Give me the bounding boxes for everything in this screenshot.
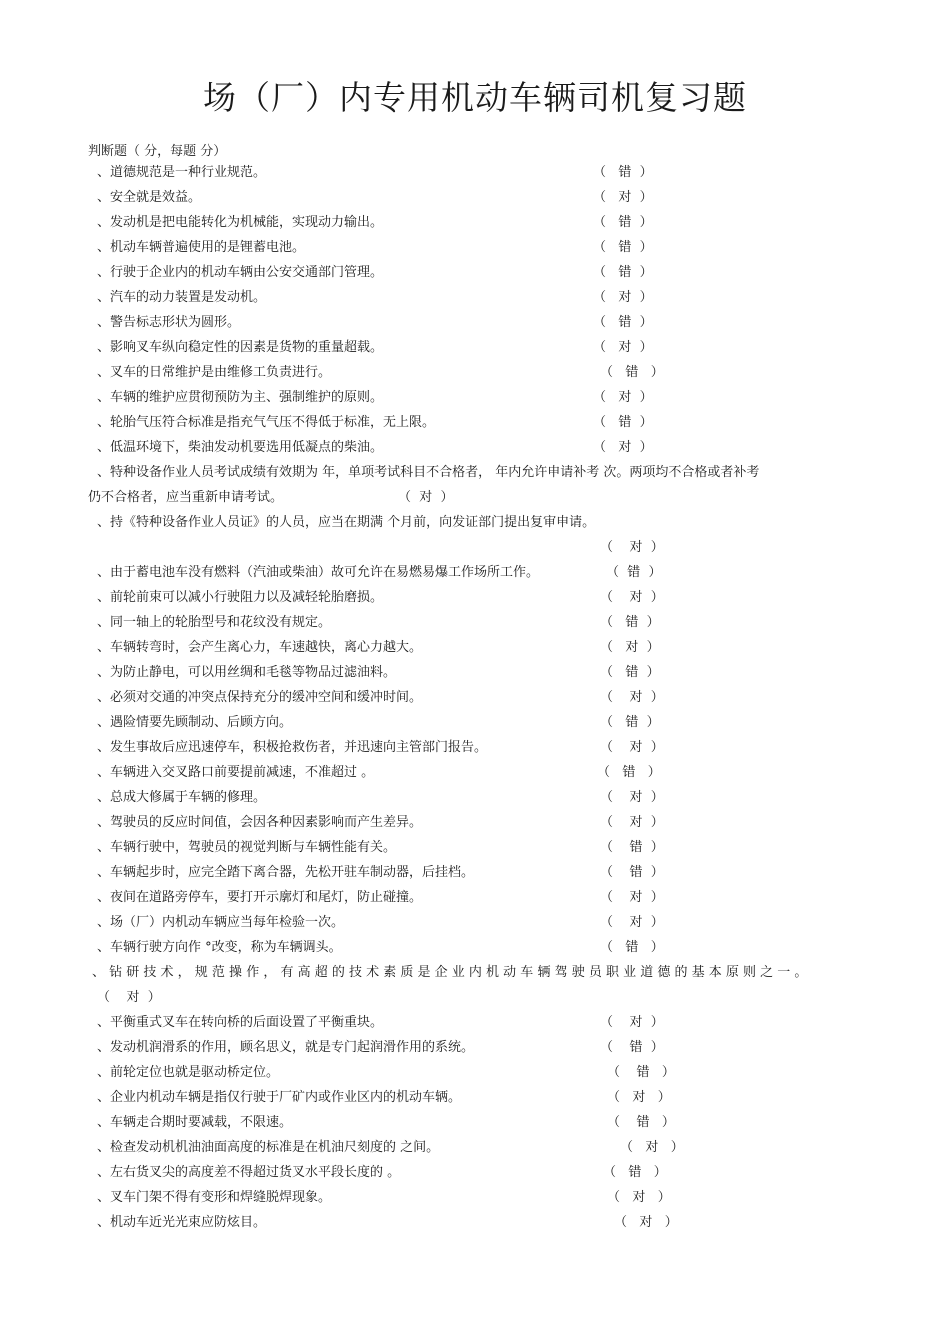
answer-mark: （ 错 ） <box>600 840 664 855</box>
document-title: 场（厂）内专用机动车辆司机复习题 <box>203 78 747 117</box>
question-row <box>0 714 950 739</box>
question-text: 、车辆行驶中，驾驶员的视觉判断与车辆性能有关。 <box>97 840 397 855</box>
answer-mark: （ 错 ） <box>600 865 664 880</box>
question-list <box>0 164 950 1239</box>
answer-mark: （ 错 ） <box>597 765 661 780</box>
question-text: 、为防止静电，可以用丝绸和毛毯等物品过滤油料。 <box>97 665 397 680</box>
question-text: 、发动机润滑系的作用，顾名思义，就是专门起润滑作用的系统。 <box>97 1040 475 1055</box>
question-row <box>0 789 950 814</box>
question-row <box>0 1139 950 1164</box>
question-text: 、夜间在道路旁停车，要打开示廓灯和尾灯，防止碰撞。 <box>97 890 423 905</box>
answer-mark: （ 对 ） <box>600 640 660 655</box>
question-text: 、总成大修属于车辆的修理。 <box>97 790 267 805</box>
question-row <box>0 264 950 289</box>
answer-mark: （ 对 ） <box>600 890 664 905</box>
question-text: 、叉车的日常维护是由维修工负责进行。 <box>97 365 332 380</box>
question-row <box>0 589 950 614</box>
question-row <box>0 1014 950 1039</box>
answer-mark: （ 对 ） <box>600 915 664 930</box>
question-text: 、必须对交通的冲突点保持充分的缓冲空间和缓冲时间。 <box>97 690 423 705</box>
question-text: 、行驶于企业内的机动车辆由公安交通部门管理。 <box>97 265 384 280</box>
answer-mark: （ 错 ） <box>593 165 653 180</box>
answer-mark: （ 对 ） <box>600 690 664 705</box>
question-text: 、低温环境下，柴油发动机要选用低凝点的柴油。 <box>97 440 384 455</box>
answer-mark: （ 错 ） <box>603 1165 667 1180</box>
question-text: 、车辆起步时，应完全踏下离合器，先松开驻车制动器，后挂档。 <box>97 865 475 880</box>
question-text: 、车辆走合期时要减载，不限速。 <box>97 1115 293 1130</box>
question-row <box>0 414 950 439</box>
question-text: 、轮胎气压符合标准是指充气气压不得低于标准，无上限。 <box>97 415 436 430</box>
question-row <box>0 564 950 589</box>
question-text: 、警告标志形状为圆形。 <box>97 315 241 330</box>
question-text: 、场（厂）内机动车辆应当每年检验一次。 <box>97 915 345 930</box>
answer-mark: （ 对 ） <box>600 540 664 555</box>
answer-mark: （ 错 ） <box>600 665 660 680</box>
question-text: 、车辆进入交叉路口前要提前减速，不准超过 。 <box>97 765 375 780</box>
question-text-continued: 仍不合格者，应当重新申请考试。 <box>88 490 284 505</box>
question-text: 、持《特种设备作业人员证》的人员，应当在期满 个月前，向发证部门提出复审申请。 <box>97 515 596 530</box>
answer-mark: （ 错 ） <box>593 215 653 230</box>
answer-mark: （ 错 ） <box>607 1115 675 1130</box>
question-text: 、车辆转弯时，会产生离心力，车速越快，离心力越大。 <box>97 640 423 655</box>
question-text: 、遇险情要先顾制动、后顾方向。 <box>97 715 293 730</box>
answer-mark: （ 错 ） <box>593 315 653 330</box>
answer-mark: （ 对 ） <box>600 815 664 830</box>
question-text: 、道德规范是一种行业规范。 <box>97 165 267 180</box>
question-row <box>0 1214 950 1239</box>
question-row <box>0 864 950 889</box>
question-row <box>0 739 950 764</box>
answer-mark: （ 对 ） <box>614 1215 678 1230</box>
question-row <box>0 939 950 964</box>
answer-mark: （ 对 ） <box>593 290 653 305</box>
question-text: 、 钻 研 技 术 ， 规 范 操 作 ， 有 高 超 的 技 术 素 质 是 企 业 内 机 动 车 辆 驾 驶 员 职 业 道 德 的 基 本 原 则 之 一 。 <box>92 965 808 980</box>
question-row <box>0 514 950 564</box>
answer-mark: （ 对 ） <box>600 790 664 805</box>
answer-mark: （ 错 ） <box>606 565 662 580</box>
answer-mark: （ 对 ） <box>600 740 664 755</box>
answer-mark: （ 错 ） <box>593 240 653 255</box>
question-row <box>0 239 950 264</box>
question-row <box>0 464 950 514</box>
answer-mark: （ 对 ） <box>607 1090 671 1105</box>
question-row <box>0 1164 950 1189</box>
question-row <box>0 664 950 689</box>
question-row <box>0 964 950 1014</box>
question-text: 、检查发动机机油油面高度的标准是在机油尺刻度的 之间。 <box>97 1140 440 1155</box>
section-heading: 判断题（ 分，每题 分） <box>88 144 227 159</box>
question-text: 、叉车门架不得有变形和焊缝脱焊现象。 <box>97 1190 332 1205</box>
question-row <box>0 439 950 464</box>
question-row <box>0 814 950 839</box>
question-text: 、前轮定位也就是驱动桥定位。 <box>97 1065 280 1080</box>
question-text: 、车辆的维护应贯彻预防为主、强制维护的原则。 <box>97 390 384 405</box>
question-text: 、安全就是效益。 <box>97 190 202 205</box>
answer-mark: （ 错 ） <box>600 365 664 380</box>
question-row <box>0 689 950 714</box>
answer-mark: （ 错 ） <box>600 715 660 730</box>
question-row <box>0 314 950 339</box>
answer-mark: （ 错 ） <box>600 940 664 955</box>
question-row <box>0 364 950 389</box>
answer-mark: （ 错 ） <box>593 415 653 430</box>
answer-mark: （ 对 ） <box>593 190 653 205</box>
question-row <box>0 1189 950 1214</box>
question-text: 、同一轴上的轮胎型号和花纹没有规定。 <box>97 615 332 630</box>
question-row <box>0 1039 950 1064</box>
question-row <box>0 1089 950 1114</box>
question-text: 、汽车的动力装置是发动机。 <box>97 290 267 305</box>
question-row <box>0 164 950 189</box>
answer-mark: （ 对 ） <box>97 990 161 1005</box>
question-row <box>0 889 950 914</box>
answer-mark: （ 对 ） <box>600 590 664 605</box>
question-row <box>0 289 950 314</box>
answer-mark: （ 对 ） <box>600 1015 664 1030</box>
question-row <box>0 639 950 664</box>
question-text: 、由于蓄电池车没有燃料（汽油或柴油）故可允许在易燃易爆工作场所工作。 <box>97 565 540 580</box>
question-row <box>0 914 950 939</box>
answer-mark: （ 对 ） <box>398 490 454 505</box>
question-row <box>0 389 950 414</box>
question-text: 、影响叉车纵向稳定性的因素是货物的重量超载。 <box>97 340 384 355</box>
answer-mark: （ 对 ） <box>620 1140 684 1155</box>
question-row <box>0 839 950 864</box>
question-row <box>0 339 950 364</box>
answer-mark: （ 对 ） <box>593 340 653 355</box>
question-text: 、发动机是把电能转化为机械能，实现动力输出。 <box>97 215 384 230</box>
question-text: 、车辆行驶方向作 °改变，称为车辆调头。 <box>97 940 342 955</box>
answer-mark: （ 错 ） <box>593 265 653 280</box>
answer-mark: （ 错 ） <box>600 615 660 630</box>
question-row <box>0 214 950 239</box>
question-text: 、机动车辆普遍使用的是锂蓄电池。 <box>97 240 306 255</box>
question-row <box>0 764 950 789</box>
question-row <box>0 189 950 214</box>
answer-mark: （ 对 ） <box>607 1190 671 1205</box>
question-row <box>0 1064 950 1089</box>
question-text: 、左右货叉尖的高度差不得超过货叉水平段长度的 。 <box>97 1165 401 1180</box>
question-text: 、驾驶员的反应时间值，会因各种因素影响而产生差异。 <box>97 815 423 830</box>
question-text: 、平衡重式叉车在转向桥的后面设置了平衡重块。 <box>97 1015 384 1030</box>
answer-mark: （ 对 ） <box>593 390 653 405</box>
question-text: 、机动车近光光束应防炫目。 <box>97 1215 267 1230</box>
answer-mark: （ 对 ） <box>593 440 653 455</box>
question-row <box>0 614 950 639</box>
question-text: 、发生事故后应迅速停车，积极抢救伤者，并迅速向主管部门报告。 <box>97 740 488 755</box>
question-text: 、特种设备作业人员考试成绩有效期为 年，单项考试科目不合格者， 年内允许申请补考 次。两项均不合格或者补考 <box>97 465 760 480</box>
answer-mark: （ 错 ） <box>600 1040 664 1055</box>
answer-mark: （ 错 ） <box>607 1065 675 1080</box>
question-row <box>0 1114 950 1139</box>
question-text: 、前轮前束可以减小行驶阻力以及减轻轮胎磨损。 <box>97 590 384 605</box>
question-text: 、企业内机动车辆是指仅行驶于厂矿内或作业区内的机动车辆。 <box>97 1090 462 1105</box>
